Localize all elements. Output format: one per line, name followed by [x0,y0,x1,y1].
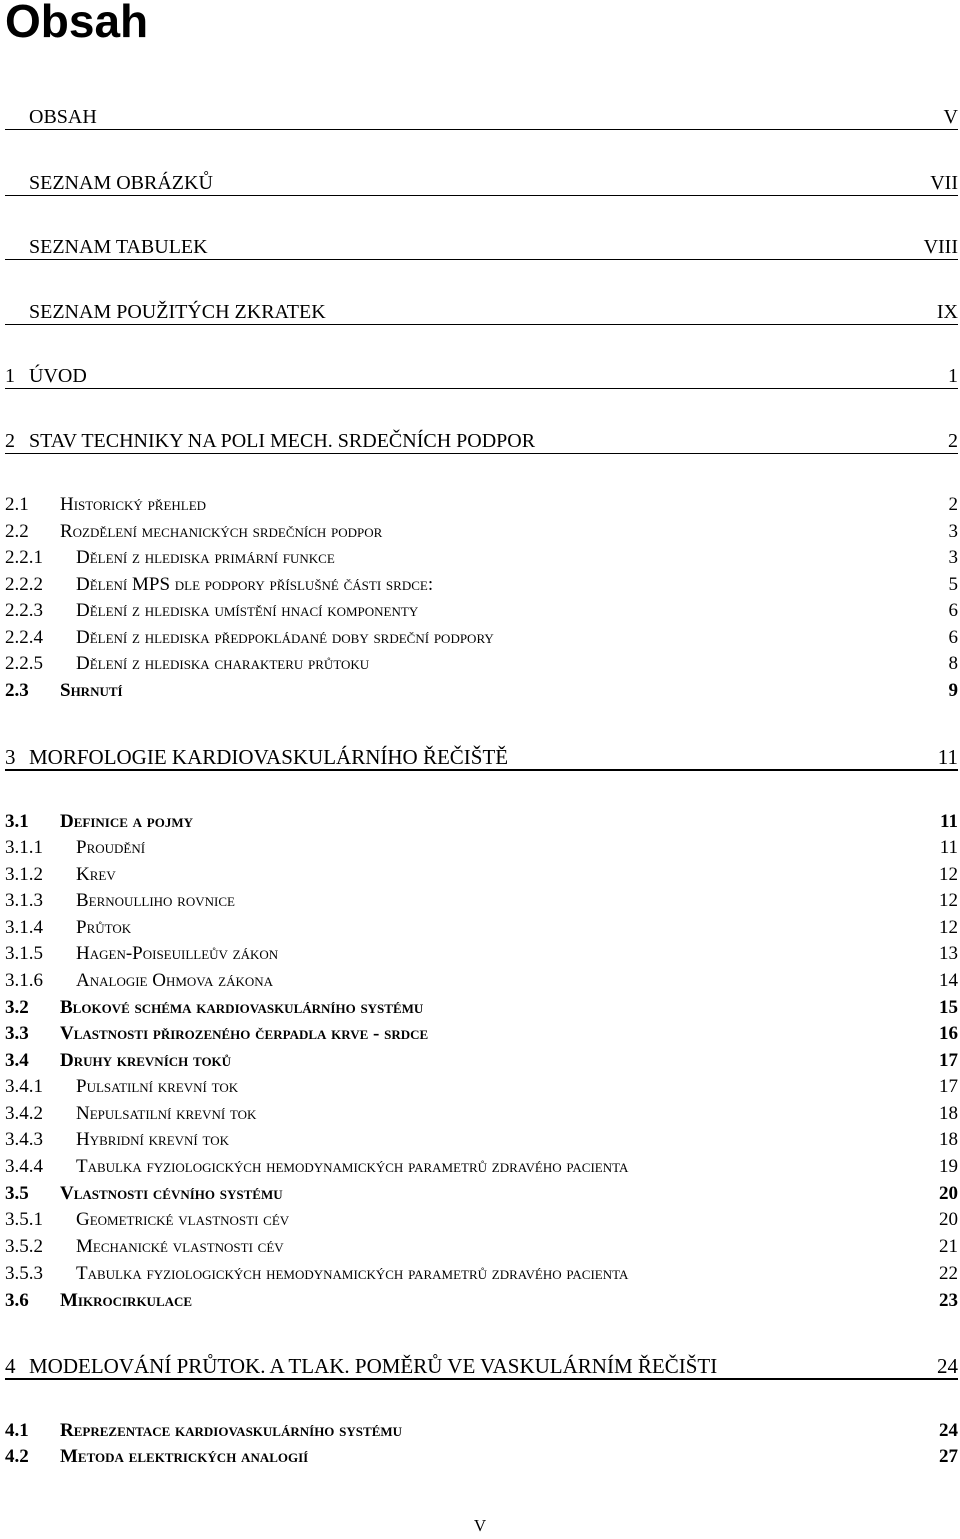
toc-entry-title: Hagen-Poiseuilleův zákon [76,943,279,964]
toc-entry-number: 3.5.3 [5,1263,43,1284]
toc-entry[interactable] [5,1417,958,1443]
toc-entry[interactable] [5,597,958,623]
toc-entry-number: 3.1 [5,811,29,832]
toc-entry[interactable] [5,168,958,196]
toc-entry-title: Průtok [76,917,132,938]
toc-entry[interactable] [5,887,958,913]
toc-entry-title: Hybridní krevní tok [76,1129,229,1150]
toc-entry-title: Mikrocirkulace [60,1290,193,1311]
toc-entry-page: 19 [939,1156,958,1177]
page-number-footer: V [473,1516,487,1535]
toc-entry-number: 2.2 [5,521,29,542]
toc-entry-page: 15 [939,997,958,1018]
toc-entry-page: 12 [939,890,958,911]
toc-entry-number: 3.1.6 [5,970,43,991]
toc-entry-page: V [943,106,958,128]
toc-entry[interactable] [5,808,958,834]
toc-entry[interactable] [5,940,958,966]
toc-entry-number: 2 [5,430,15,452]
toc-entry-page: 24 [937,1354,958,1378]
toc-entry-number: 1 [5,365,15,387]
toc-entry-page: 13 [939,943,958,964]
toc-entry-page: 6 [948,600,958,621]
toc-entry[interactable] [5,861,958,887]
toc-entry[interactable] [5,361,958,389]
toc-entry-number: 2.2.3 [5,600,43,621]
toc-entry-title: MODELOVÁNÍ PRŮTOK. A TLAK. POMĚRŮ VE VASKULÁRNÍM ŘEČIŠTI [29,1354,718,1378]
toc-entry-page: 3 [948,547,958,568]
toc-entry[interactable] [5,914,958,940]
toc-entry-number: 3.4.2 [5,1103,43,1124]
toc-entry[interactable] [5,967,958,993]
toc-entry-title: Dělení z hlediska předpokládané doby srdeční podpory [76,627,494,648]
toc-entry[interactable] [5,1180,958,1206]
toc-entry-title: Historický přehled [60,494,207,515]
toc-entry-title: Analogie Ohmova zákona [76,970,274,991]
toc-entry-number: 3.1.3 [5,890,43,911]
toc-entry-title: Dělení z hlediska umístění hnací komponenty [76,600,419,621]
toc-entry-number: 2.2.4 [5,627,43,648]
toc-entry-number: 3.1.2 [5,864,43,885]
toc-entry[interactable] [5,677,958,703]
toc-entry-page: 2 [948,494,958,515]
toc-entry[interactable] [5,1206,958,1232]
toc-entry[interactable] [5,491,958,517]
toc-entry-page: 20 [939,1209,958,1230]
toc-entry-title: Rozdělení mechanických srdečních podpor [60,521,383,542]
toc-entry-number: 3.5 [5,1183,29,1204]
toc-entry-page: 11 [939,837,958,858]
toc-entry-page: 27 [939,1446,958,1467]
toc-entry-title: ÚVOD [29,365,87,387]
toc-entry[interactable] [5,1233,958,1259]
toc-entry[interactable] [5,1073,958,1099]
toc-entry-page: 11 [937,745,958,769]
toc-entry[interactable] [5,650,958,676]
toc-entry-page: 14 [939,970,958,991]
toc-entry[interactable] [5,1047,958,1073]
toc-entry-number: 3.1.5 [5,943,43,964]
toc-entry-title: Tabulka fyziologických hemodynamických parametrů zdravého pacienta [76,1156,629,1177]
page-title: Obsah [5,0,149,47]
toc-entry[interactable] [5,232,958,260]
toc-entry[interactable] [5,1020,958,1046]
toc-entry-number: 3.1.4 [5,917,43,938]
toc-entry[interactable] [5,1287,958,1313]
toc-entry-page: 1 [948,365,958,387]
toc-entry-title: Reprezentace kardiovaskulárního systému [60,1420,403,1441]
toc-entry-number: 3 [5,745,16,769]
toc-entry[interactable] [5,1443,958,1469]
toc-entry-title: Vlastnosti cévního systému [60,1183,283,1204]
toc-entry-page: IX [936,301,958,323]
toc-entry-title: SEZNAM TABULEK [29,236,208,258]
toc-entry-title: Krev [76,864,116,885]
toc-entry-number: 3.4.4 [5,1156,43,1177]
toc-entry-title: OBSAH [29,106,97,128]
toc-entry[interactable] [5,518,958,544]
toc-entry-page: VII [930,172,958,194]
toc-entry[interactable] [5,1260,958,1286]
toc-entry-number: 3.3 [5,1023,29,1044]
toc-entry-number: 3.5.1 [5,1209,43,1230]
toc-entry-title: Mechanické vlastnosti cév [76,1236,284,1257]
toc-entry[interactable] [5,297,958,325]
toc-entry-page: 16 [939,1023,958,1044]
toc-entry-title: Pulsatilní krevní tok [76,1076,239,1097]
toc-entry-title: Shrnutí [60,680,123,701]
toc-entry[interactable] [5,571,958,597]
toc-entry-number: 3.4.3 [5,1129,43,1150]
toc-entry-title: Metoda elektrických analogií [60,1446,309,1467]
toc-entry-number: 3.5.2 [5,1236,43,1257]
toc-entry-title: Druhy krevních toků [60,1050,232,1071]
toc-entry-page: 6 [948,627,958,648]
toc-entry-number: 4.2 [5,1446,29,1467]
toc-entry-page: 22 [939,1263,958,1284]
toc-entry[interactable] [5,1100,958,1126]
toc-entry[interactable] [5,102,958,130]
toc-entry-page: 20 [939,1183,958,1204]
toc-entry-page: 17 [939,1076,958,1097]
toc-entry-number: 2.1 [5,494,29,515]
toc-entry[interactable] [5,544,958,570]
toc-entry[interactable] [5,624,958,650]
toc-entry-title: Nepulsatilní krevní tok [76,1103,257,1124]
toc-entry-page: VIII [923,236,958,258]
toc-entry[interactable] [5,1153,958,1179]
toc-entry-title: Geometrické vlastnosti cév [76,1209,290,1230]
toc-entry-page: 12 [939,864,958,885]
toc-entry-title: MORFOLOGIE KARDIOVASKULÁRNÍHO ŘEČIŠTĚ [29,745,509,769]
toc-entry-title: Definice a pojmy [60,811,193,832]
toc-entry-title: Dělení z hlediska charakteru průtoku [76,653,370,674]
toc-entry-number: 2.3 [5,680,29,701]
toc-entry-number: 2.2.1 [5,547,43,568]
toc-entry-page: 2 [948,430,958,452]
toc-entry-title: Bernoulliho rovnice [76,890,235,911]
toc-entry-title: Proudění [76,837,146,858]
toc-entry-number: 3.4.1 [5,1076,43,1097]
toc-entry-page: 18 [939,1129,958,1150]
toc-entry-number: 3.6 [5,1290,29,1311]
toc-entry-title: SEZNAM OBRÁZKŮ [29,172,213,194]
toc-entry[interactable] [5,994,958,1020]
toc-entry-page: 23 [939,1290,958,1311]
toc-entry[interactable] [5,1351,958,1380]
toc-entry-page: 11 [940,811,958,832]
toc-entry-number: 3.1.1 [5,837,43,858]
toc-entry-title: Tabulka fyziologických hemodynamických parametrů zdravého pacienta [76,1263,629,1284]
toc-entry-number: 2.2.2 [5,574,43,595]
toc-entry-page: 9 [948,680,958,701]
toc-entry[interactable] [5,742,958,771]
toc-entry-title: Blokové schéma kardiovaskulárního systému [60,997,424,1018]
toc-entry-title: Dělení MPS dle podpory příslušné části srdce: [76,574,434,595]
toc-entry[interactable] [5,1126,958,1152]
toc-entry-number: 4 [5,1354,16,1378]
toc-entry-title: Vlastnosti přirozeného čerpadla krve - srdce [60,1023,429,1044]
toc-entry-title: STAV TECHNIKY NA POLI MECH. SRDEČNÍCH PODPOR [29,430,536,452]
toc-entry-page: 17 [939,1050,958,1071]
toc-entry-page: 5 [948,574,958,595]
toc-entry-number: 3.4 [5,1050,29,1071]
toc-entry-title: SEZNAM POUŽITÝCH ZKRATEK [29,301,326,323]
toc-entry-title: Dělení z hlediska primární funkce [76,547,335,568]
toc-entry[interactable] [5,834,958,860]
toc-entry-number: 4.1 [5,1420,29,1441]
toc-entry-page: 12 [939,917,958,938]
toc-entry-page: 18 [939,1103,958,1124]
toc-entry-page: 24 [939,1420,958,1441]
toc-entry-number: 2.2.5 [5,653,43,674]
toc-entry-page: 8 [948,653,958,674]
toc-entry-page: 3 [948,521,958,542]
toc-entry[interactable] [5,426,958,454]
toc-entry-number: 3.2 [5,997,29,1018]
toc-entry-page: 21 [939,1236,958,1257]
